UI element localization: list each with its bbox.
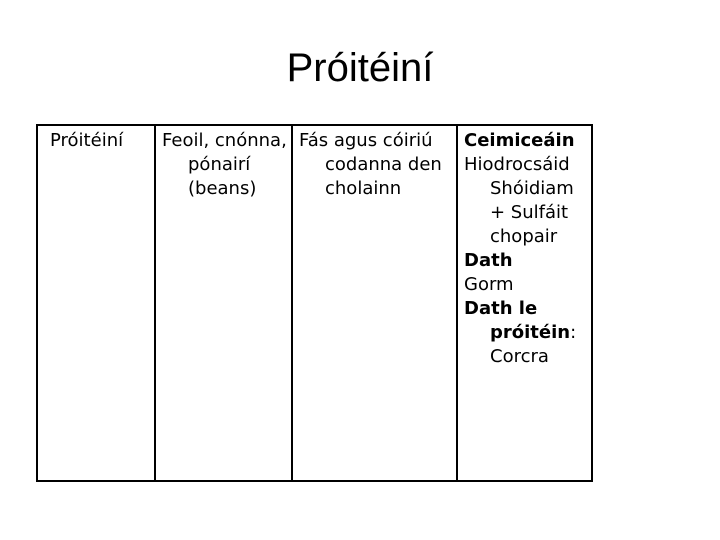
slide-title: Próitéiní: [286, 46, 434, 90]
nutrient-name: Próitéiní: [50, 130, 124, 151]
nutrient-cell: [37, 125, 155, 481]
protein-word: próitéin: [490, 322, 571, 343]
protein-color-label: Dath le: [464, 298, 538, 319]
nutrient-table: [36, 124, 593, 482]
protein-colon: :: [570, 322, 577, 343]
function-text: Fás agus cóiriú codanna den cholainn: [299, 130, 442, 199]
color-value: Gorm: [464, 274, 514, 295]
function-cell: [292, 125, 457, 481]
table-row: [37, 125, 592, 481]
protein-color-value: Corcra: [490, 346, 549, 367]
protein-color-entry: [464, 297, 591, 369]
chemicals-label: Ceimiceáin: [464, 130, 575, 151]
test-cell: [457, 125, 592, 481]
sources-text: Feoil, cnónna, pónairí (beans): [162, 130, 287, 199]
sources-cell: [155, 125, 292, 481]
color-label: Dath: [464, 250, 513, 271]
chemicals-value: Hiodrocsáid Shóidiam + Sulfáit chopair: [464, 154, 574, 247]
